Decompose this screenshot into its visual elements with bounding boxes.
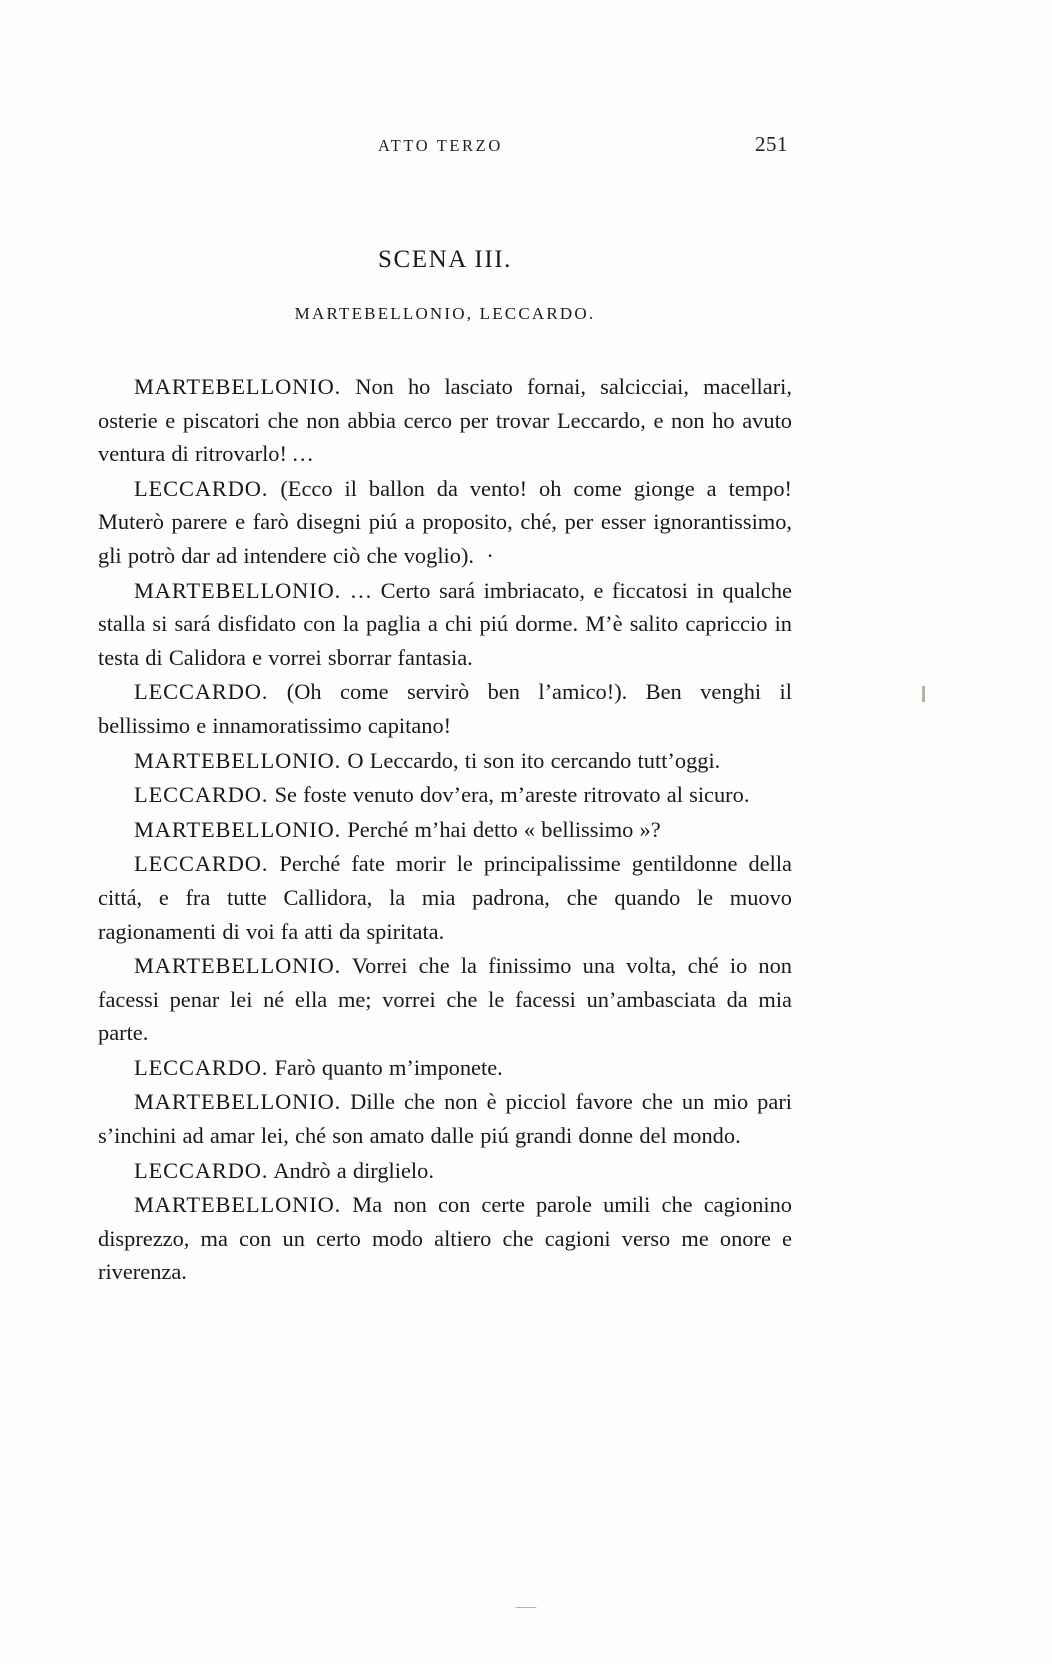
speech-line xyxy=(98,847,792,948)
speech-line xyxy=(98,1051,792,1085)
speaker-name: MARTEBELLONIO. xyxy=(134,816,342,842)
speaker-name: LECCARDO. xyxy=(134,475,269,501)
running-head: ATTO TERZO xyxy=(378,136,503,155)
speech-text: Ma non con certe parole umili che cagionino disprezzo, ma con un certo modo altiero che cagioni verso me onore e riverenza. xyxy=(98,1192,792,1285)
speaker-name: MARTEBELLONIO. xyxy=(134,747,342,773)
speaker-name: LECCARDO. xyxy=(134,679,269,705)
speech-line xyxy=(98,1154,792,1188)
speaker-name: LECCARDO. xyxy=(134,1054,269,1080)
speech-line xyxy=(98,1188,792,1289)
speech-line xyxy=(98,1085,792,1152)
speech-text: Non ho lasciato fornai, salcicciai, macellari, osterie e piscatori che non abbia cerco per trovar Leccardo, e non ho avuto ventura di ritrovarlo! … xyxy=(98,374,792,467)
speaker-name: MARTEBELLONIO. xyxy=(134,953,342,979)
speaker-name: LECCARDO. xyxy=(134,1157,269,1183)
speech-text: Andrò a dirglielo. xyxy=(268,1157,434,1183)
speech-line xyxy=(98,778,792,812)
speech-text: Perché m’hai detto « bellissimo »? xyxy=(341,816,661,842)
page-body xyxy=(98,246,792,1290)
speech-line xyxy=(98,370,792,471)
speech-text: Vorrei che la finissimo una volta, ché io non facessi penar lei né ella me; vorrei che le facessi un’ambasciata da mia parte. xyxy=(98,953,792,1046)
speech-text: Farò quanto m’imponete. xyxy=(268,1054,503,1080)
speech-line xyxy=(98,813,792,847)
speech-text: (Ecco il ballon da vento! oh come gionge a tempo! Muterò parere e farò disegni piú a proposito, ché, per esser ignorantissimo, gli potrò dar ad intendere ciò che voglio). · xyxy=(98,475,792,568)
speaker-name: LECCARDO. xyxy=(134,851,269,877)
speech-line xyxy=(98,949,792,1050)
speech-text: (Oh come servirò ben l’amico!). Ben venghi il bellissimo e innamoratissimo capitano! xyxy=(98,679,792,738)
page-number: 251 xyxy=(755,132,788,156)
speech-line xyxy=(98,472,792,573)
speech-text: O Leccardo, ti son ito cercando tutt’oggi. xyxy=(341,747,721,773)
speaker-name: MARTEBELLONIO. xyxy=(134,577,342,603)
speech-text: … Certo sará imbriacato, e ficcatosi in qualche stalla si sará disfidato con la paglia a chi piú dorme. M’è salito capriccio in testa di Calidora e vorrei sborrar fantasia. xyxy=(98,577,792,670)
footer-mark: ⸺ xyxy=(515,1599,537,1614)
page-header xyxy=(98,132,788,157)
speaker-name: MARTEBELLONIO. xyxy=(134,374,342,399)
scene-title: SCENA III. xyxy=(377,246,513,273)
speaker-name: MARTEBELLONIO. xyxy=(134,1192,342,1218)
speech-text: Perché fate morir le principalissime gentildonne della cittá, e fra tutte Callidora, la mia padrona, che quando le muovo ragionamenti di voi fa atti da spiritata. xyxy=(98,851,792,944)
speech-text: Se foste venuto dov’era, m’areste ritrovato al sicuro. xyxy=(268,782,750,808)
scene-cast-list: MARTEBELLONIO, LECCARDO. xyxy=(294,304,596,323)
speech-line xyxy=(98,574,792,675)
speaker-name: LECCARDO. xyxy=(134,782,269,808)
speaker-name: MARTEBELLONIO. xyxy=(134,1089,342,1115)
speech-line xyxy=(98,744,792,778)
speech-line xyxy=(98,675,792,742)
speech-text: Dille che non è picciol favore che un mio pari s’inchini ad amar lei, ché son amato dalle piú grandi donne del mondo. xyxy=(98,1089,792,1149)
margin-mark xyxy=(922,686,925,702)
